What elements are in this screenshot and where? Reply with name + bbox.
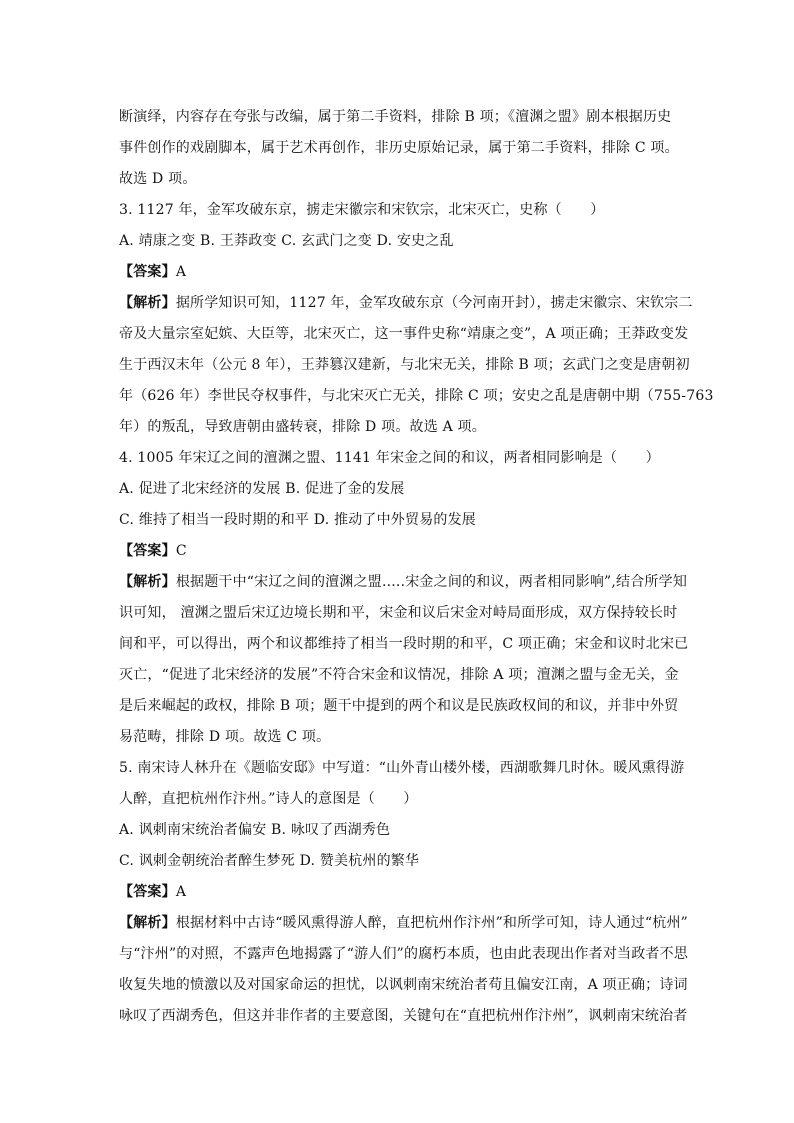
question-text: 5. 南宋诗人林升在《题临安邸》中写道：“山外青山楼外楼，西湖歌舞几时休。暖风熏得游 xyxy=(119,760,685,776)
analysis-text: 根据材料中古诗“暖风熏得游人醉，直把杭州作汴州”和所学可知，诗人通过“杭州” xyxy=(175,915,689,931)
question-options: C. 讽刺金朝统治者醉生梦死 D. 赞美杭州的繁华 xyxy=(119,853,420,869)
analysis-text: 与“汴州”的对照，不露声色地揭露了“游人们”的腐朽本质，也由此表现出作者对当政者不思 xyxy=(119,946,689,962)
text-line: 断演绎，内容存在夸张与改编，属于第二手资料，排除 B 项；《澶渊之盟》剧本根据历史 xyxy=(119,109,672,125)
question-options: A. 靖康之变 B. 王莽政变 C. 玄武门之变 D. 安史之乱 xyxy=(119,233,454,249)
answer-line xyxy=(119,877,679,908)
analysis-line xyxy=(119,567,688,598)
answer-value: A xyxy=(175,884,187,900)
question-3 xyxy=(119,195,714,443)
question-options: A. 促进了北宋经济的发展 B. 促进了金的发展 xyxy=(119,481,405,497)
answer-line xyxy=(119,257,679,288)
question-5 xyxy=(119,753,689,1032)
analysis-line xyxy=(119,908,689,939)
analysis-text: 易范畴，排除 D 项。故选 C 项。 xyxy=(119,729,331,745)
answer-value: A xyxy=(175,264,187,280)
answer-tag: 【答案】 xyxy=(119,543,176,559)
question-options: C. 维持了相当一段时期的和平 D. 推动了中外贸易的发展 xyxy=(119,512,476,528)
analysis-text: 收复失地的愤激以及对国家命运的担忧，以讽刺南宋统治者苟且偏安江南，A 项正确；诗词 xyxy=(119,977,688,993)
analysis-text: 咏叹了西湖秀色，但这并非作者的主要意图，关键句在“直把杭州作汴州”，讽刺南宋统治者 xyxy=(119,1008,688,1024)
answer-line xyxy=(119,536,679,567)
analysis-tag: 【解析】 xyxy=(119,295,176,311)
analysis-tag: 【解析】 xyxy=(119,915,176,931)
question-options: A. 讽刺南宋统治者偏安 B. 咏叹了西湖秀色 xyxy=(119,822,391,838)
answer-value: C xyxy=(175,543,187,559)
question-text: 3. 1127 年，金军攻破东京，掳走宋徽宗和宋钦宗，北宋灭亡，史称（ ） xyxy=(119,202,605,218)
question-text: 4. 1005 年宋辽之间的澶渊之盟、1141 年宋金之间的和议，两者相同影响是（ ） xyxy=(119,450,660,466)
analysis-text: 间和平，可以得出，两个和议都维持了相当一段时期的和平，C 项正确；宋金和议时北宋已 xyxy=(119,636,689,652)
answer-tag: 【答案】 xyxy=(119,264,176,280)
analysis-text: 识可知， 澶渊之盟后宋辽边境长期和平，宋金和议后宋金对峙局面形成，双方保持较长时 xyxy=(119,605,678,621)
analysis-text: 帝及大量宗室妃嫔、大臣等，北宋灭亡，这一事件史称“靖康之变”，A 项正确；王莽政变发 xyxy=(119,326,689,342)
text-line: 故选 D 项。 xyxy=(119,171,197,187)
analysis-text: 年）的叛乱，导致唐朝由盛转衰，排除 D 项。故选 A 项。 xyxy=(119,419,486,435)
question-4 xyxy=(119,443,689,753)
analysis-text: 根据题干中“宋辽之间的澶渊之盟.....宋金之间的和议，两者相同影响”,结合所学知 xyxy=(175,574,688,590)
analysis-line xyxy=(119,288,693,319)
analysis-text: 生于西汉末年（公元 8 年），王莽篡汉建新，与北宋无关，排除 B 项；玄武门之变是唐朝初 xyxy=(119,357,690,373)
analysis-text: 年（626 年）李世民夺权事件，与北宋灭亡无关，排除 C 项；安史之乱是唐朝中期（755-763 xyxy=(119,388,714,404)
analysis-text: 灭亡，“促进了北宋经济的发展”不符合宋金和议情况，排除 A 项；澶渊之盟与金无关，金 xyxy=(119,667,679,683)
analysis-text: 据所学知识可知，1127 年，金军攻破东京（今河南开封），掳走宋徽宗、宋钦宗二 xyxy=(175,295,693,311)
analysis-tag: 【解析】 xyxy=(119,574,176,590)
document-body xyxy=(119,102,714,1032)
intro-paragraph xyxy=(119,102,679,195)
question-text: 人醉，直把杭州作汴州。”诗人的意图是（ ） xyxy=(119,791,418,807)
analysis-text: 是后来崛起的政权，排除 B 项；题干中提到的两个和议是民族政权间的和议，并非中外贸 xyxy=(119,698,679,714)
text-line: 事件创作的戏剧脚本，属于艺术再创作，非历史原始记录，属于第二手资料，排除 C 项。 xyxy=(119,140,679,156)
answer-tag: 【答案】 xyxy=(119,884,176,900)
